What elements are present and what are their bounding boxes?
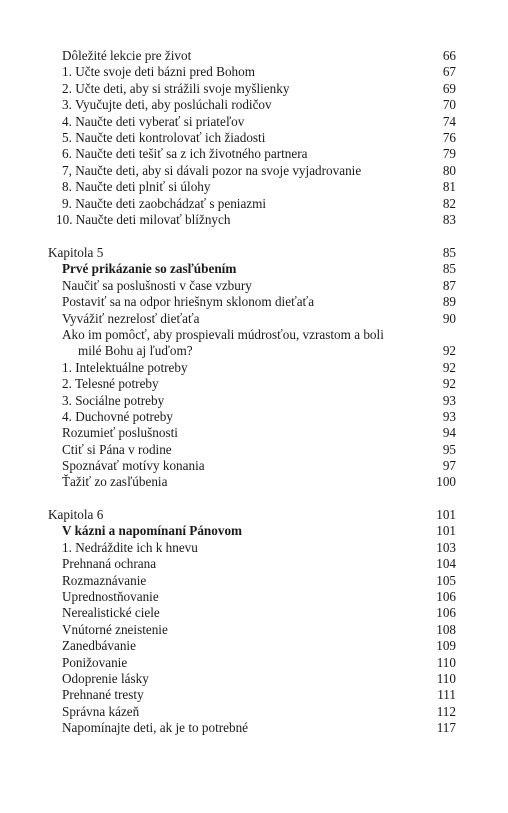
toc-entry-title: Vnútorné zneistenie (62, 621, 168, 637)
toc-entry-title: 4. Naučte deti vyberať si priateľov (62, 113, 245, 129)
toc-entry-title: 7, Naučte deti, aby si dávali pozor na svoje vyjadrovanie (62, 162, 362, 178)
toc-section-chapter-5 (48, 245, 456, 491)
toc-entry-title-line1: Ako im pomôcť, aby prospievali múdrosťou, vzrastom a boli (62, 326, 384, 342)
toc-entry-page: 89 (442, 294, 456, 310)
toc-entry-title: Ponižovanie (62, 654, 128, 670)
toc-entry-page: 85 (442, 245, 456, 260)
toc-entry-title: Postaviť sa na odpor hriešnym sklonom dieťaťa (62, 294, 315, 310)
toc-entry-title: 1. Nedráždite ich k hnevu (62, 539, 198, 555)
toc-entry-page: 81 (442, 179, 456, 195)
toc-entry-title: Nerealistické ciele (62, 605, 160, 621)
toc-entry-page: 92 (442, 359, 456, 375)
toc-entry-title: Uprednostňovanie (62, 588, 159, 604)
toc-entry-page: 80 (442, 162, 456, 178)
toc-entry-page: 106 (436, 605, 456, 621)
toc-entry-title: Prehnaná ochrana (62, 556, 157, 572)
toc-entry-page: 85 (442, 261, 456, 277)
toc-entry (48, 81, 456, 97)
toc-entry (48, 393, 456, 409)
toc-entry-title: Zanedbávanie (62, 638, 136, 654)
toc-entry (48, 425, 456, 441)
toc-entry (48, 294, 456, 310)
toc-entry-title: 2. Telesné potreby (62, 376, 159, 392)
toc-entry-page: 111 (437, 687, 456, 703)
toc-entry-title: 2. Učte deti, aby si strážili svoje myšlienky (62, 80, 290, 96)
toc-entry (48, 704, 456, 720)
toc-section-chapter-6 (48, 507, 456, 736)
toc-entry-page: 93 (442, 408, 456, 424)
toc-entry (48, 622, 456, 638)
toc-entry-page: 90 (442, 310, 456, 326)
toc-entry-page: 104 (436, 556, 456, 572)
toc-entry (48, 163, 456, 179)
toc-entry-title: Spoznávať motívy konania (62, 458, 205, 474)
toc-entry-page: 93 (442, 392, 456, 408)
toc-entry-title: Rozmaznávanie (62, 572, 147, 588)
toc-entry (48, 146, 456, 162)
toc-entry (48, 458, 456, 474)
toc-entry (48, 64, 456, 80)
chapter-label-title: Kapitola 6 (48, 507, 104, 522)
toc-entry-page: 110 (436, 670, 456, 686)
toc-entry (48, 311, 456, 327)
toc-entry-title: 3. Sociálne potreby (62, 392, 165, 408)
toc-entry-page: 97 (442, 458, 456, 474)
chapter-label-title: Kapitola 5 (48, 245, 104, 260)
toc-entry-page: 76 (442, 129, 456, 145)
toc-entry (48, 720, 456, 736)
toc-entry-title: 4. Duchovné potreby (62, 408, 173, 424)
toc-entry (48, 97, 456, 113)
toc-entry-page: 69 (442, 80, 456, 96)
toc-entry-page: 92 (442, 376, 456, 392)
toc-entry (48, 376, 456, 392)
toc-entry (48, 48, 456, 64)
toc-entry (48, 196, 456, 212)
toc-entry (48, 360, 456, 376)
toc-entry-title: Ťažiť zo zasľúbenia (62, 474, 168, 490)
toc-entry (48, 409, 456, 425)
toc-entry (48, 540, 456, 556)
toc-entry-title: Naučiť sa poslušnosti v čase vzbury (62, 277, 252, 293)
toc-entry-page: 74 (442, 113, 456, 129)
toc-entry (48, 671, 456, 687)
chapter-heading (48, 261, 456, 277)
toc-entry-page: 110 (436, 654, 456, 670)
toc-entry-title: 8. Naučte deti plniť si úlohy (62, 179, 211, 195)
toc-entry-page: 87 (442, 277, 456, 293)
toc-entry (48, 212, 456, 228)
toc-entry (48, 687, 456, 703)
toc-entry-title: 6. Naučte deti tešiť sa z ich životného partnera (62, 146, 308, 162)
toc-entry-continuation (48, 343, 456, 359)
toc-entry-page: 109 (436, 638, 456, 654)
chapter-label (48, 507, 456, 523)
toc-entry-title: Vyvážiť nezrelosť dieťaťa (62, 310, 200, 326)
toc-entry-multiline (48, 327, 456, 343)
toc-entry-title: Prehnané tresty (62, 687, 144, 703)
toc-entry-page: 70 (442, 97, 456, 113)
toc-entry-title: Odoprenie lásky (62, 670, 149, 686)
toc-entry-page: 112 (436, 703, 456, 719)
toc-entry (48, 130, 456, 146)
toc-entry-title: 1. Intelektuálne potreby (62, 359, 188, 375)
toc-entry-page: 94 (442, 425, 456, 441)
toc-entry-title: Dôležité lekcie pre život (62, 48, 192, 63)
toc-entry-title: 10. Naučte deti milovať blížnych (56, 211, 231, 227)
toc-entry (48, 589, 456, 605)
toc-entry-page: 83 (442, 211, 456, 227)
toc-entry-title: Rozumieť poslušnosti (62, 425, 178, 441)
chapter-heading-title: V kázni a napomínaní Pánovom (62, 523, 243, 539)
chapter-heading-title: Prvé prikázanie so zasľúbením (62, 261, 237, 277)
toc-entry-page: 100 (436, 474, 456, 490)
toc-entry-page: 106 (436, 588, 456, 604)
toc-section-intro (48, 48, 456, 228)
toc-entry-page: 82 (442, 195, 456, 211)
toc-entry (48, 114, 456, 130)
toc-entry-page: 101 (436, 523, 456, 539)
toc-entry-page: 108 (436, 621, 456, 637)
toc-entry (48, 442, 456, 458)
toc-entry-page: 79 (442, 146, 456, 162)
toc-entry-title: 9. Naučte deti zaobchádzať s peniazmi (62, 195, 267, 211)
toc-entry-page: 66 (442, 48, 456, 63)
toc-entry-title: Správna kázeň (62, 703, 140, 719)
chapter-heading (48, 523, 456, 539)
toc-entry-title: Napomínajte deti, ak je to potrebné (62, 720, 249, 736)
chapter-label (48, 245, 456, 261)
toc-entry (48, 605, 456, 621)
toc-entry-title-line2: milé Bohu aj ľuďom? (78, 343, 193, 359)
toc-entry-page: 95 (442, 441, 456, 457)
toc-entry-page: 92 (442, 343, 456, 359)
toc-entry-page: 67 (442, 64, 456, 80)
toc-entry-title: Ctiť si Pána v rodine (62, 441, 172, 457)
toc-entry (48, 573, 456, 589)
toc-entry-title: 3. Vyučujte deti, aby poslúchali rodičov (62, 97, 272, 113)
toc-entry (48, 638, 456, 654)
toc-entry (48, 179, 456, 195)
toc-entry (48, 474, 456, 490)
toc-entry-page: 105 (436, 572, 456, 588)
toc-entry (48, 278, 456, 294)
toc-entry (48, 556, 456, 572)
toc-entry-page: 103 (436, 539, 456, 555)
toc-entry-page: 117 (436, 720, 456, 736)
toc-entry-title: 5. Naučte deti kontrolovať ich žiadosti (62, 129, 266, 145)
toc-entry (48, 655, 456, 671)
toc-entry-page: 101 (436, 507, 456, 522)
toc-entry-title: 1. Učte svoje deti bázni pred Bohom (62, 64, 256, 80)
